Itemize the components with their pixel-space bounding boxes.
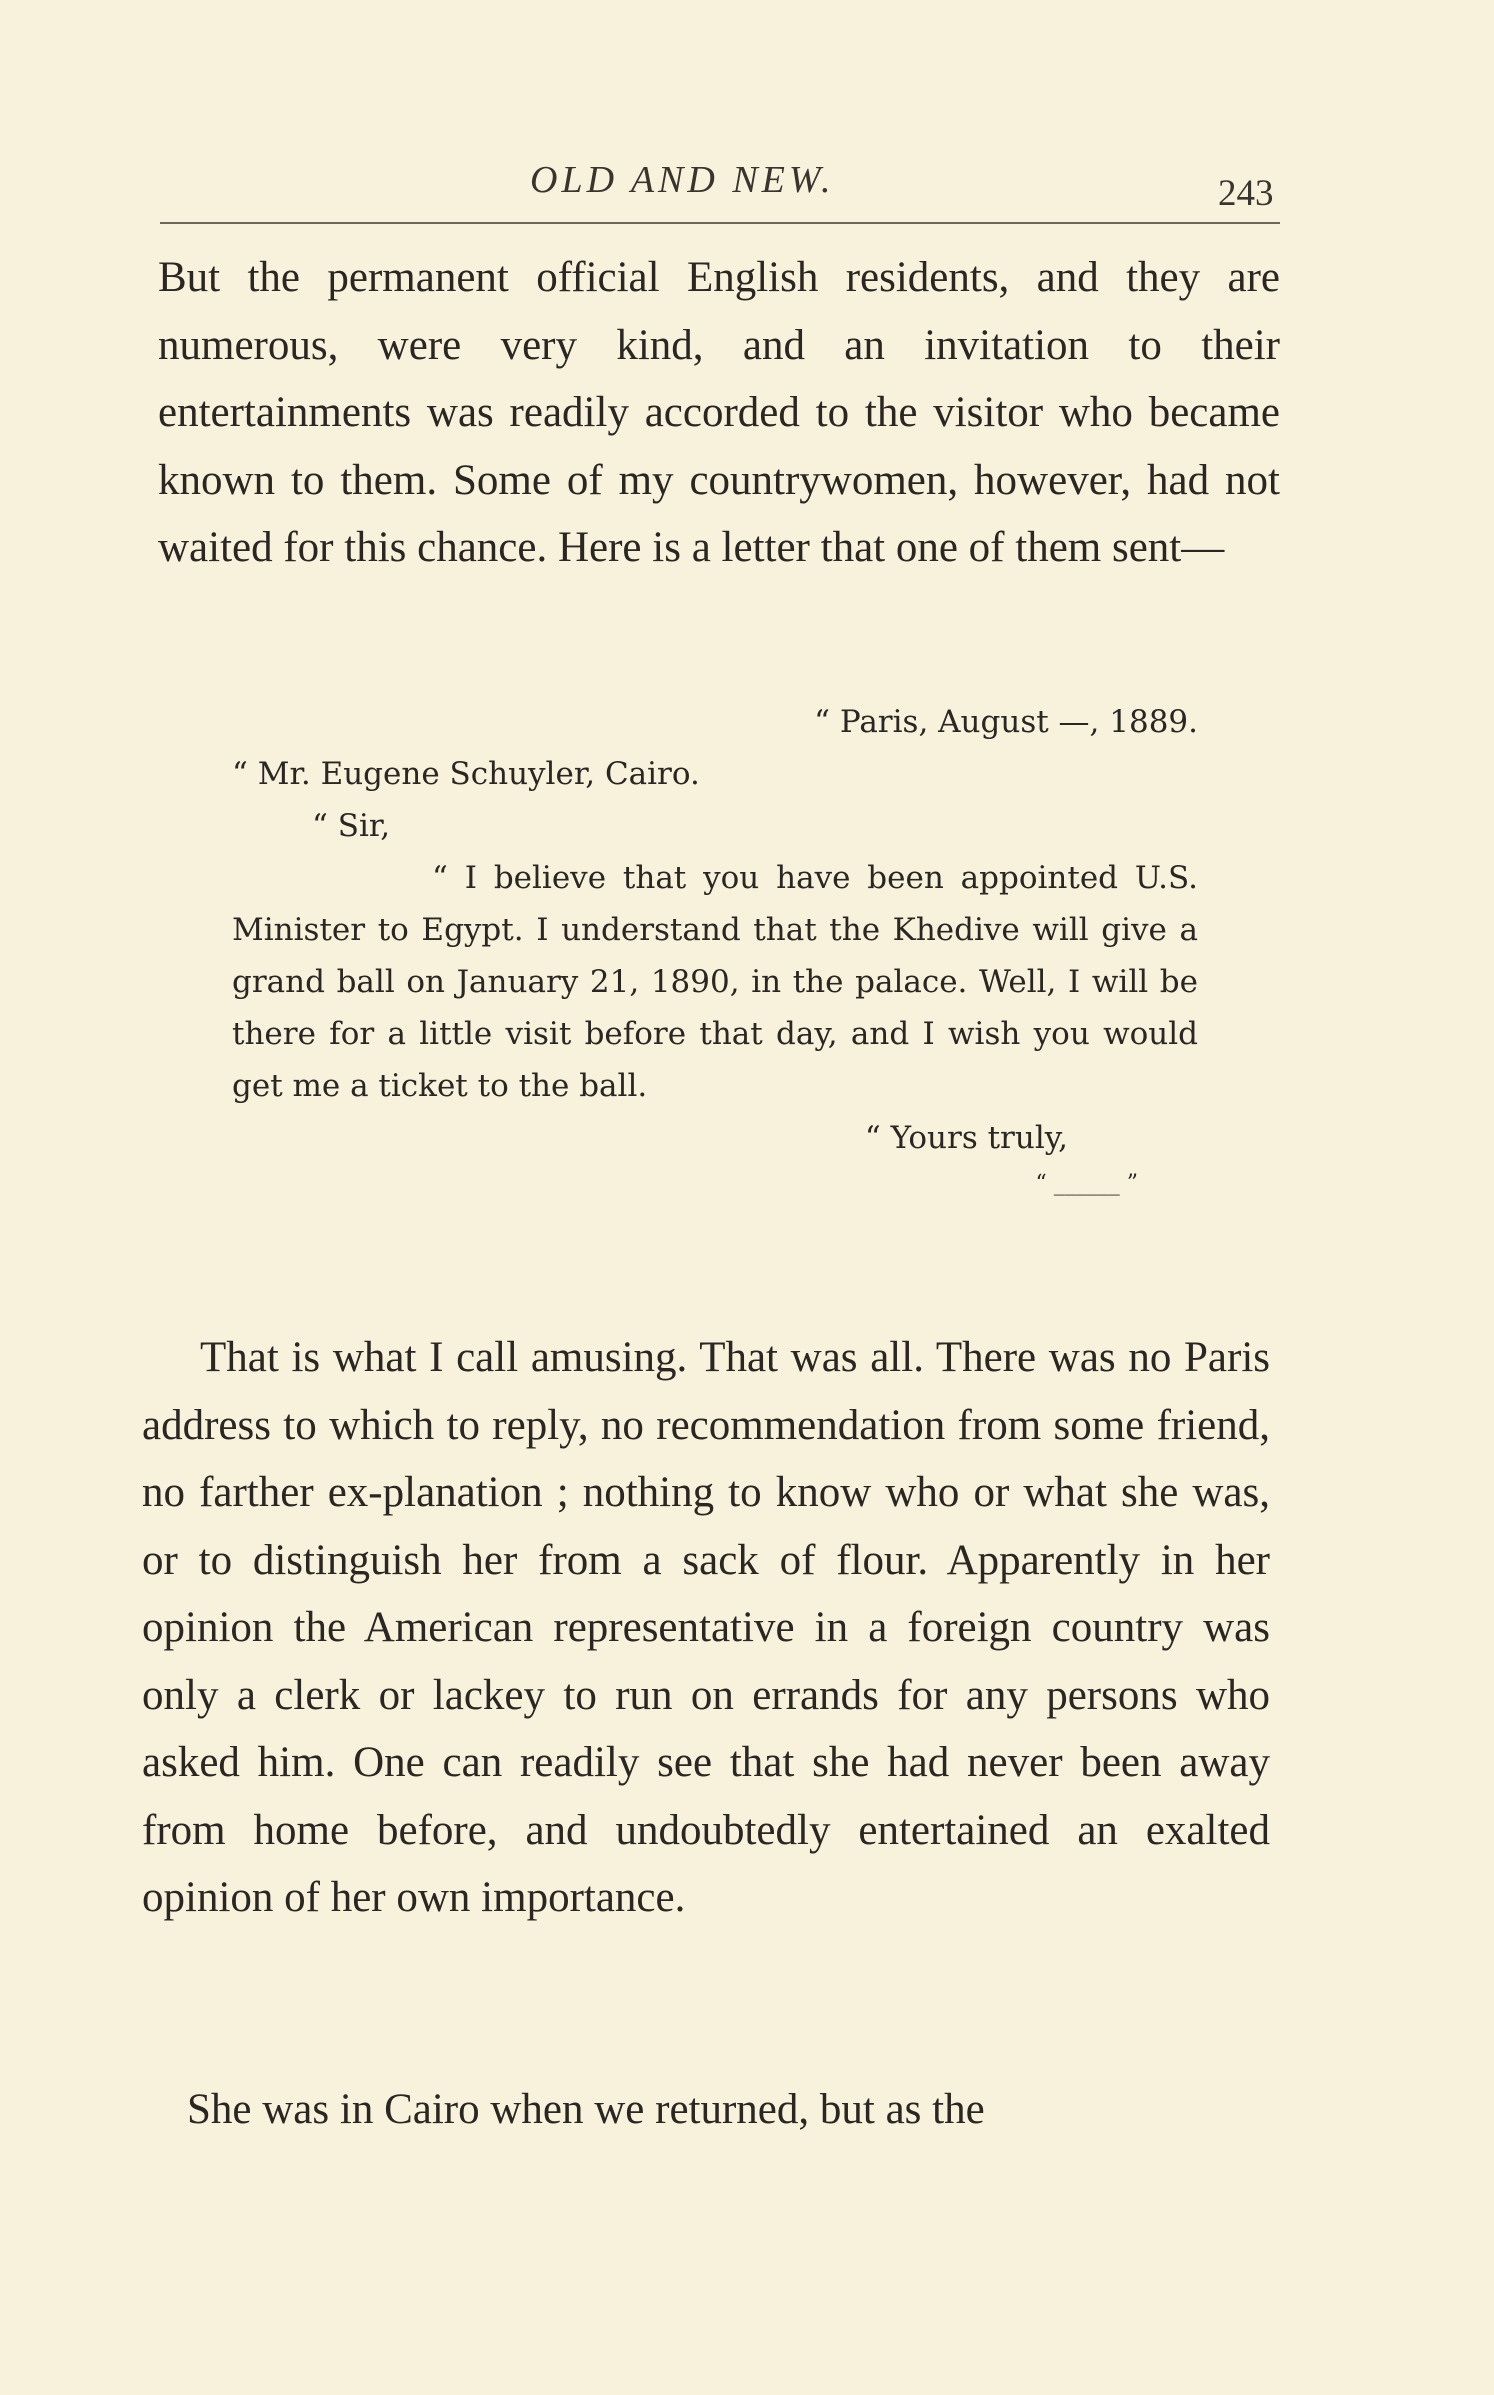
letter-salutation: “ Sir, bbox=[312, 808, 391, 844]
paragraph-intro: But the permanent official English residents, and they are numerous, were very kind, and an invitation to their entertainments was readily accorded to the visitor who became known to them. Some of my countrywomen, however, had not waited for this chance. Here is a letter that one of them sent— bbox=[158, 254, 1280, 571]
page-number: 243 bbox=[1218, 173, 1274, 214]
quoted-letter bbox=[232, 696, 1198, 1204]
paragraph-commentary: That is what I call amusing. That was all. There was no Paris address to which to reply, no recommendation from some friend, no farther ex-planation ; nothing to know who or what she was, or to distinguish her from a sack of flour. Apparently in her opinion the American representative in a foreign country was only a clerk or lackey to run on errands for any persons who asked him. One can readily see that she had never been away from home before, and undoubtedly entertained an exalted opinion of her own importance. bbox=[142, 1334, 1270, 1921]
letter-addressee: “ Mr. Eugene Schuyler, Cairo. bbox=[232, 756, 700, 792]
running-head bbox=[0, 150, 1494, 214]
letter-signature: “ ______ ” bbox=[1035, 1171, 1138, 1196]
letter-closing: “ Yours truly, bbox=[864, 1120, 1068, 1156]
header-rule bbox=[160, 222, 1280, 224]
paragraph-continuation: She was in Cairo when we returned, but as the bbox=[187, 2086, 985, 2133]
letter-dateline: “ Paris, August —, 1889. bbox=[814, 704, 1198, 740]
letter-body: “ I believe that you have been appointed U.S. Minister to Egypt. I understand that the Khedive will give a grand ball on January 21, 1890, in the palace. Well, I will be there for a little visit before that day, and I wish you would get me a ticket to the ball. bbox=[232, 860, 1198, 1104]
running-title: OLD AND NEW. bbox=[530, 159, 835, 201]
